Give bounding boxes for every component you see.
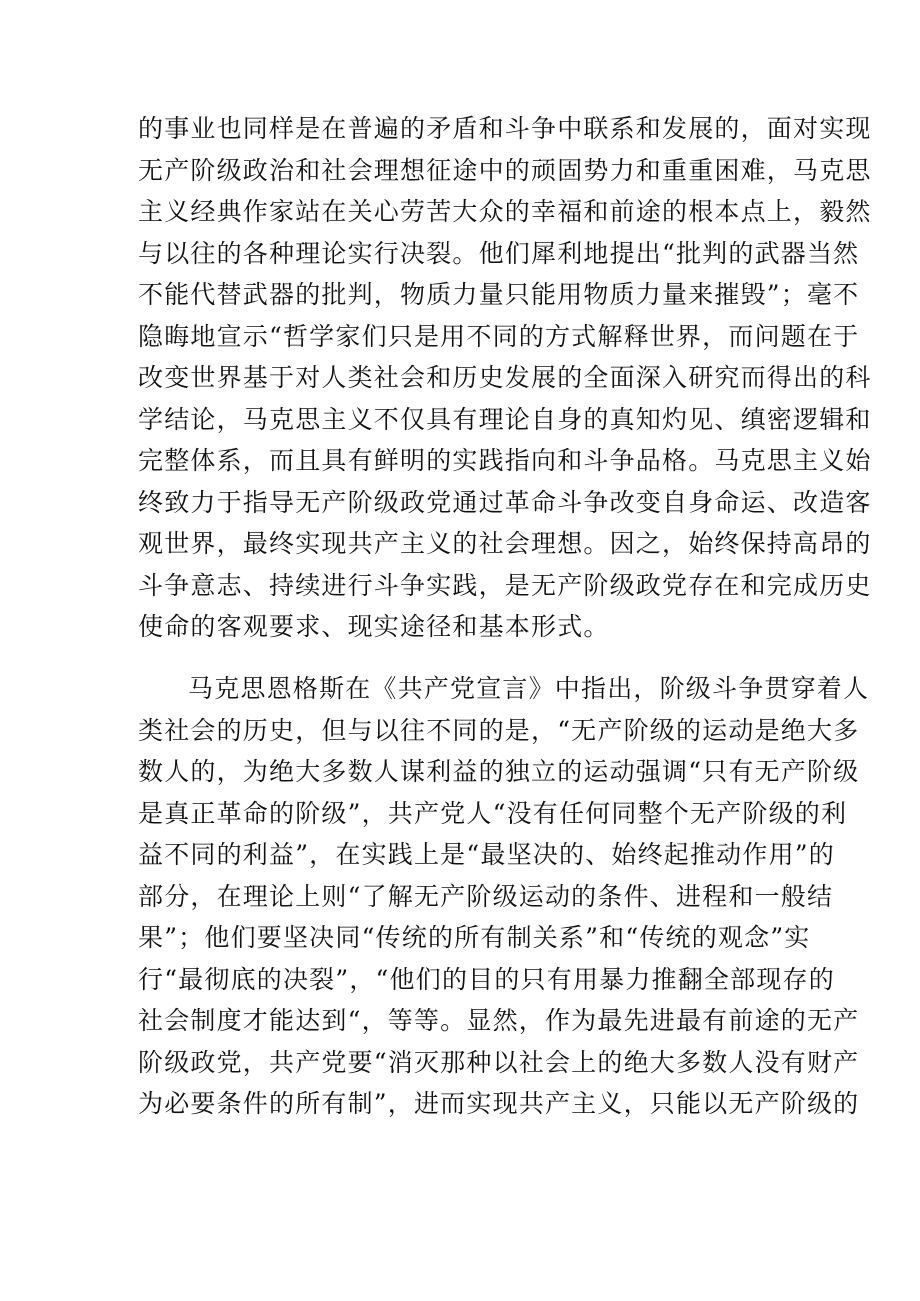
paragraph-1 — [138, 108, 872, 648]
text-line: 主义经典作家站在关心劳苦大众的幸福和前途的根本点上，毅然 — [138, 197, 872, 226]
text-line: 益不同的利益”，在实践上是“最坚决的、始终起推动作用”的 — [138, 840, 835, 869]
text-line: 阶级政党，共产党要“消灭那种以社会上的绝大多数人没有财产 — [138, 1047, 860, 1077]
text-line: 部分，在理论上则“了解无产阶级运动的条件、进程和一般结 — [138, 881, 834, 911]
text-line: 终致力于指导无产阶级政党通过革命斗争改变自身命运、改造客 — [138, 487, 872, 517]
text-line: 果”；他们要坚决同“传统的所有制关系”和“传统的观念”实 — [138, 923, 811, 952]
text-line: 完整体系，而且具有鲜明的实践指向和斗争品格。马克思主义始 — [138, 446, 872, 475]
text-line: 使命的客观要求、现实途径和基本形式。 — [138, 612, 610, 641]
text-line: 数人的，为绝大多数人谋利益的独立的运动强调“只有无产阶级 — [138, 757, 860, 786]
text-line: 类社会的历史，但与以往不同的是，“无产阶级的运动是绝大多 — [138, 715, 860, 745]
text-line: 学结论，马克思主义不仅具有理论自身的真知灼见、缜密逻辑和 — [138, 404, 872, 434]
paragraph-2 — [138, 668, 870, 1125]
text-line: 行“最彻底的决裂”，“他们的目的只有用暴力推翻全部现存的 — [138, 964, 835, 994]
text-line: 改变世界基于对人类社会和历史发展的全面深入研究而得出的科 — [138, 363, 872, 392]
text-line: 观世界，最终实现共产主义的社会理想。因之，始终保持高昂的 — [138, 529, 872, 558]
text-line-first-indented: 马克思恩格斯在《共产党宣言》中指出，阶级斗争贯穿着人 — [188, 674, 870, 703]
text-line: 的事业也同样是在普遍的矛盾和斗争中联系和发展的，面对实现 — [138, 114, 872, 143]
text-line: 是真正革命的阶级”，共产党人“没有任何同整个无产阶级的利 — [138, 798, 848, 828]
text-line: 斗争意志、持续进行斗争实践，是无产阶级政党存在和完成历史 — [138, 570, 872, 600]
text-line: 与以往的各种理论实行决裂。他们犀利地提出“批判的武器当然 — [138, 238, 860, 268]
text-line: 为必要条件的所有制”，进而实现共产主义，只能以无产阶级的 — [138, 1089, 860, 1118]
text-line: 不能代替武器的批判，物质力量只能用物质力量来摧毁”；毫不 — [138, 280, 860, 309]
text-line: 无产阶级政治和社会理想征途中的顽固势力和重重困难，马克思 — [138, 155, 872, 185]
text-line: 社会制度才能达到“，等等。显然，作为最先进最有前途的无产 — [138, 1006, 860, 1035]
text-line: 隐晦地宣示“哲学家们只是用不同的方式解释世界，而问题在于 — [138, 321, 860, 351]
